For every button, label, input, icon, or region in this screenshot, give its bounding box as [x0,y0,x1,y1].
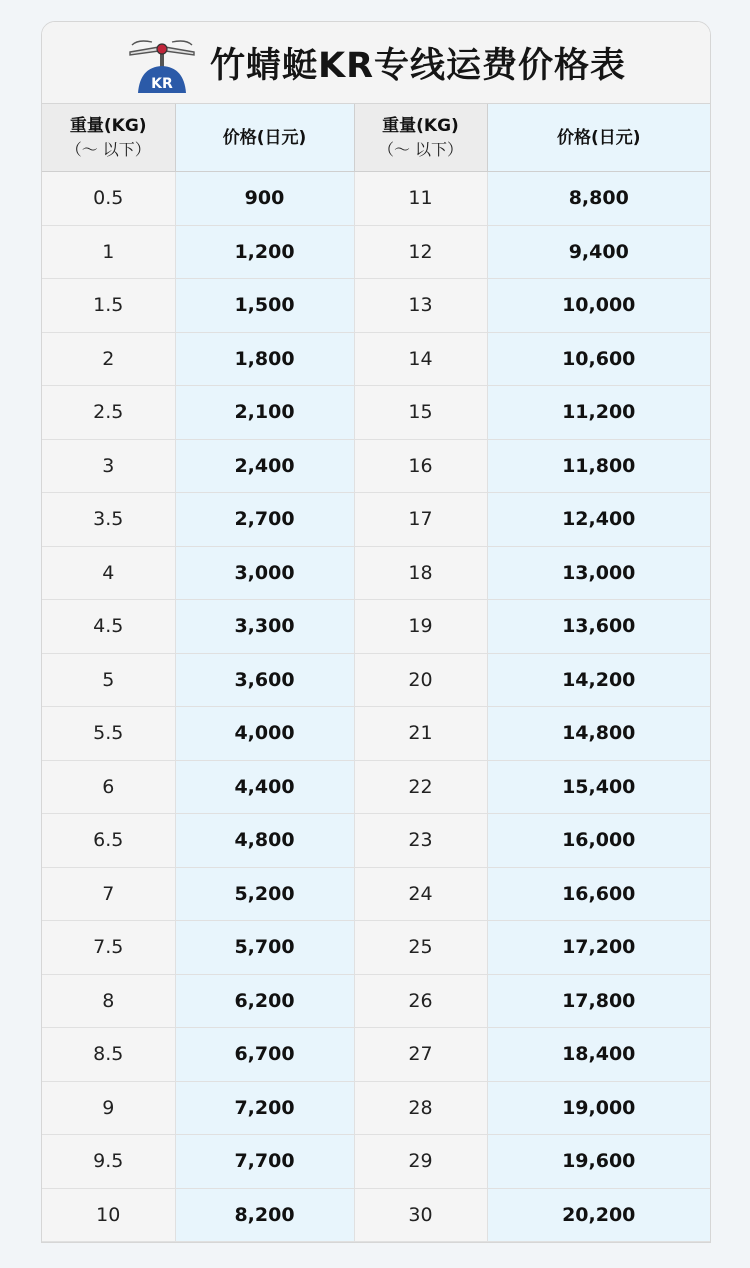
price-cell: 8,200 [175,1188,354,1242]
weight-cell: 13 [354,279,487,333]
weight-cell: 29 [354,1135,487,1189]
price-cell: 3,600 [175,653,354,707]
weight-cell: 14 [354,332,487,386]
weight-cell: 8 [42,974,175,1028]
price-cell: 12,400 [487,493,710,547]
weight-cell: 6 [42,760,175,814]
weight-cell: 10 [42,1188,175,1242]
weight-cell: 26 [354,974,487,1028]
price-cell: 2,700 [175,493,354,547]
weight-cell: 9 [42,1081,175,1135]
weight-cell: 4 [42,546,175,600]
weight-cell: 22 [354,760,487,814]
table-row [42,279,710,333]
price-cell: 9,400 [487,225,710,279]
weight-cell: 1.5 [42,279,175,333]
header-price-right: 价格(日元) [487,104,710,172]
weight-cell: 23 [354,814,487,868]
weight-cell: 5.5 [42,707,175,761]
price-cell: 8,800 [487,172,710,226]
weight-cell: 18 [354,546,487,600]
weight-cell: 3 [42,439,175,493]
price-cell: 19,600 [487,1135,710,1189]
table-row [42,225,710,279]
bamboo-copter-logo-icon [126,33,198,95]
weight-cell: 24 [354,867,487,921]
price-cell: 4,400 [175,760,354,814]
price-cell: 7,700 [175,1135,354,1189]
weight-cell: 19 [354,600,487,654]
price-cell: 3,300 [175,600,354,654]
weight-cell: 6.5 [42,814,175,868]
price-cell: 20,200 [487,1188,710,1242]
weight-cell: 3.5 [42,493,175,547]
header-weight-sub: （～ 以下） [377,139,464,159]
price-cell: 11,800 [487,439,710,493]
weight-cell: 12 [354,225,487,279]
table-row [42,1188,710,1242]
title-bar [42,22,710,104]
price-cell: 3,000 [175,546,354,600]
table-row [42,439,710,493]
weight-cell: 2 [42,332,175,386]
weight-cell: 5 [42,653,175,707]
table-row [42,653,710,707]
price-cell: 6,700 [175,1028,354,1082]
header-weight-left [42,104,175,172]
weight-cell: 17 [354,493,487,547]
weight-cell: 4.5 [42,600,175,654]
weight-cell: 11 [354,172,487,226]
price-cell: 10,000 [487,279,710,333]
price-cell: 19,000 [487,1081,710,1135]
weight-cell: 8.5 [42,1028,175,1082]
price-cell: 16,000 [487,814,710,868]
page-title: 竹蜻蜓KR专线运费价格表 [209,45,627,86]
weight-cell: 15 [354,386,487,440]
table-row [42,332,710,386]
weight-cell: 20 [354,653,487,707]
price-cell: 2,400 [175,439,354,493]
price-cell: 4,000 [175,707,354,761]
price-table-card [41,21,711,1243]
price-cell: 15,400 [487,760,710,814]
weight-cell: 9.5 [42,1135,175,1189]
header-weight-label: 重量(KG) [382,115,459,136]
table-row [42,493,710,547]
price-cell: 7,200 [175,1081,354,1135]
price-cell: 13,600 [487,600,710,654]
price-cell: 5,700 [175,921,354,975]
header-price-left: 价格(日元) [175,104,354,172]
weight-cell: 7 [42,867,175,921]
weight-cell: 28 [354,1081,487,1135]
table-row [42,172,710,226]
weight-cell: 30 [354,1188,487,1242]
price-cell: 900 [175,172,354,226]
table-row [42,760,710,814]
table-row [42,600,710,654]
table-row [42,921,710,975]
weight-cell: 1 [42,225,175,279]
weight-cell: 0.5 [42,172,175,226]
header-weight-label: 重量(KG) [69,115,147,136]
table-row [42,974,710,1028]
header-row [42,104,710,172]
table-row [42,867,710,921]
table-row [42,386,710,440]
table-row [42,1135,710,1189]
table-row [42,814,710,868]
weight-cell: 16 [354,439,487,493]
price-cell: 14,800 [487,707,710,761]
price-cell: 4,800 [175,814,354,868]
logo-text: KR [151,75,173,92]
header-weight-sub: （～ 以下） [65,139,151,159]
table-row [42,1081,710,1135]
price-cell: 17,200 [487,921,710,975]
price-cell: 1,500 [175,279,354,333]
price-cell: 18,400 [487,1028,710,1082]
weight-cell: 27 [354,1028,487,1082]
table-row [42,1028,710,1082]
weight-cell: 25 [354,921,487,975]
price-cell: 11,200 [487,386,710,440]
price-cell: 10,600 [487,332,710,386]
header-weight-right [354,104,487,172]
weight-cell: 7.5 [42,921,175,975]
price-cell: 17,800 [487,974,710,1028]
table-row [42,546,710,600]
weight-cell: 21 [354,707,487,761]
weight-cell: 2.5 [42,386,175,440]
price-cell: 1,200 [175,225,354,279]
table-row [42,707,710,761]
price-cell: 5,200 [175,867,354,921]
price-cell: 16,600 [487,867,710,921]
price-cell: 2,100 [175,386,354,440]
price-cell: 14,200 [487,653,710,707]
price-cell: 6,200 [175,974,354,1028]
price-cell: 13,000 [487,546,710,600]
price-table [42,104,710,1242]
price-cell: 1,800 [175,332,354,386]
